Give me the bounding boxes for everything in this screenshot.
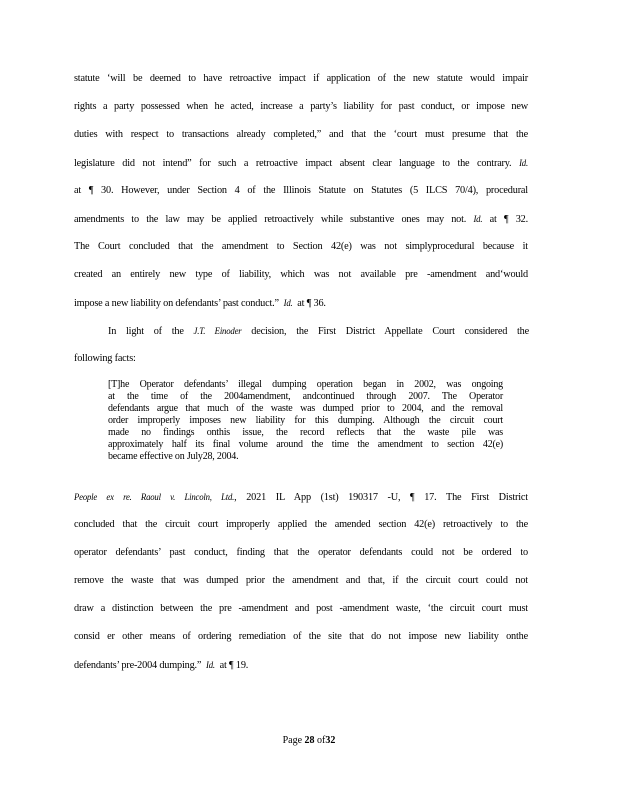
blockquote-line: made no findings onthis issue, the record reflects that the waste pile was (108, 427, 503, 438)
body-line-4: legislature did not intend” for such a retroactive impact absent clear language to the contrary. Id. (74, 158, 528, 169)
body-line-7: The Court concluded that the amendment to Section 42(e) was not simplyprocedural because it (74, 241, 528, 252)
body-line-11: following facts: (74, 353, 136, 364)
body-line-13: operator defendants’ past conduct, finding that the operator defendants could not be ordered to (74, 547, 528, 558)
body-line-1: statute ‘will be deemed to have retroactive impact if application of the new statute would impair (74, 73, 528, 84)
blockquote-line: at the time of the 2004amendment, andcontinued through 2007. The Operator (108, 391, 503, 402)
blockquote-line: order improperly imposes new liability for this dumping. Although the circuit court (108, 415, 503, 426)
blockquote-line: became effective on July28, 2004. (108, 451, 239, 462)
body-line-6: amendments to the law may be applied retroactively while substantive ones may not. Id. at ¶ 32. (74, 214, 528, 225)
body-line-2: rights a party possessed when he acted, increase a party’s liability for past conduct, or impose new (74, 101, 528, 112)
body-line-14: remove the waste that was dumped prior the amendment and that, if the circuit court could not (74, 575, 528, 586)
body-line-16: consid er other means of ordering remediation of the site that do not impose new liability onthe (74, 631, 528, 642)
body-line-17: defendants’ pre-2004 dumping.” Id. at ¶ 19. (74, 660, 249, 671)
total-page-count: 32 (325, 735, 336, 746)
page-number-footer: Page 28 of32 (282, 735, 336, 746)
body-line-8: created an entirely new type of liability, which was not available pre -amendment and‘would (74, 269, 528, 280)
blockquote-line: [T]he Operator defendants’ illegal dumping operation began in 2002, was ongoing (108, 379, 503, 390)
blockquote-line: defendants argue that much of the waste was dumped prior to 2004, and the removal (108, 403, 503, 414)
body-line-12: concluded that the circuit court improperly applied the amended section 42(e) retroactively to the (74, 519, 528, 530)
id-citation: Id. (283, 298, 293, 308)
body-line-10: In light of the J.T. Einoder decision, the First District Appellate Court considered the (108, 326, 529, 337)
citation-line: People ex re. Raoul v. Lincoln, Ltd., 2021 IL App (1st) 190317 -U, ¶ 17. The First District (74, 492, 528, 503)
id-citation: Id. (206, 660, 215, 670)
id-citation: Id. (473, 214, 483, 224)
body-line-3: duties with respect to transactions already completed,” and that the ‘court must presume that the (74, 129, 528, 140)
case-name: J.T. Einoder (193, 326, 242, 336)
body-line-15: draw a distinction between the pre -amendment and post -amendment waste, ‘the circuit court must (74, 603, 528, 614)
body-line-9: impose a new liability on defendants’ past conduct.” Id. at ¶ 36. (74, 298, 326, 309)
current-page-number: 28 (304, 735, 315, 746)
blockquote-line: approximately half its final volume around the time the amendment to section 42(e) (108, 439, 503, 450)
id-citation: Id. (519, 158, 528, 168)
case-citation: People ex re. Raoul v. Lincoln, Ltd. (74, 492, 235, 502)
body-line-5: at ¶ 30. However, under Section 4 of the Illinois Statute on Statutes (5 ILCS 70/4), procedural (74, 185, 528, 196)
